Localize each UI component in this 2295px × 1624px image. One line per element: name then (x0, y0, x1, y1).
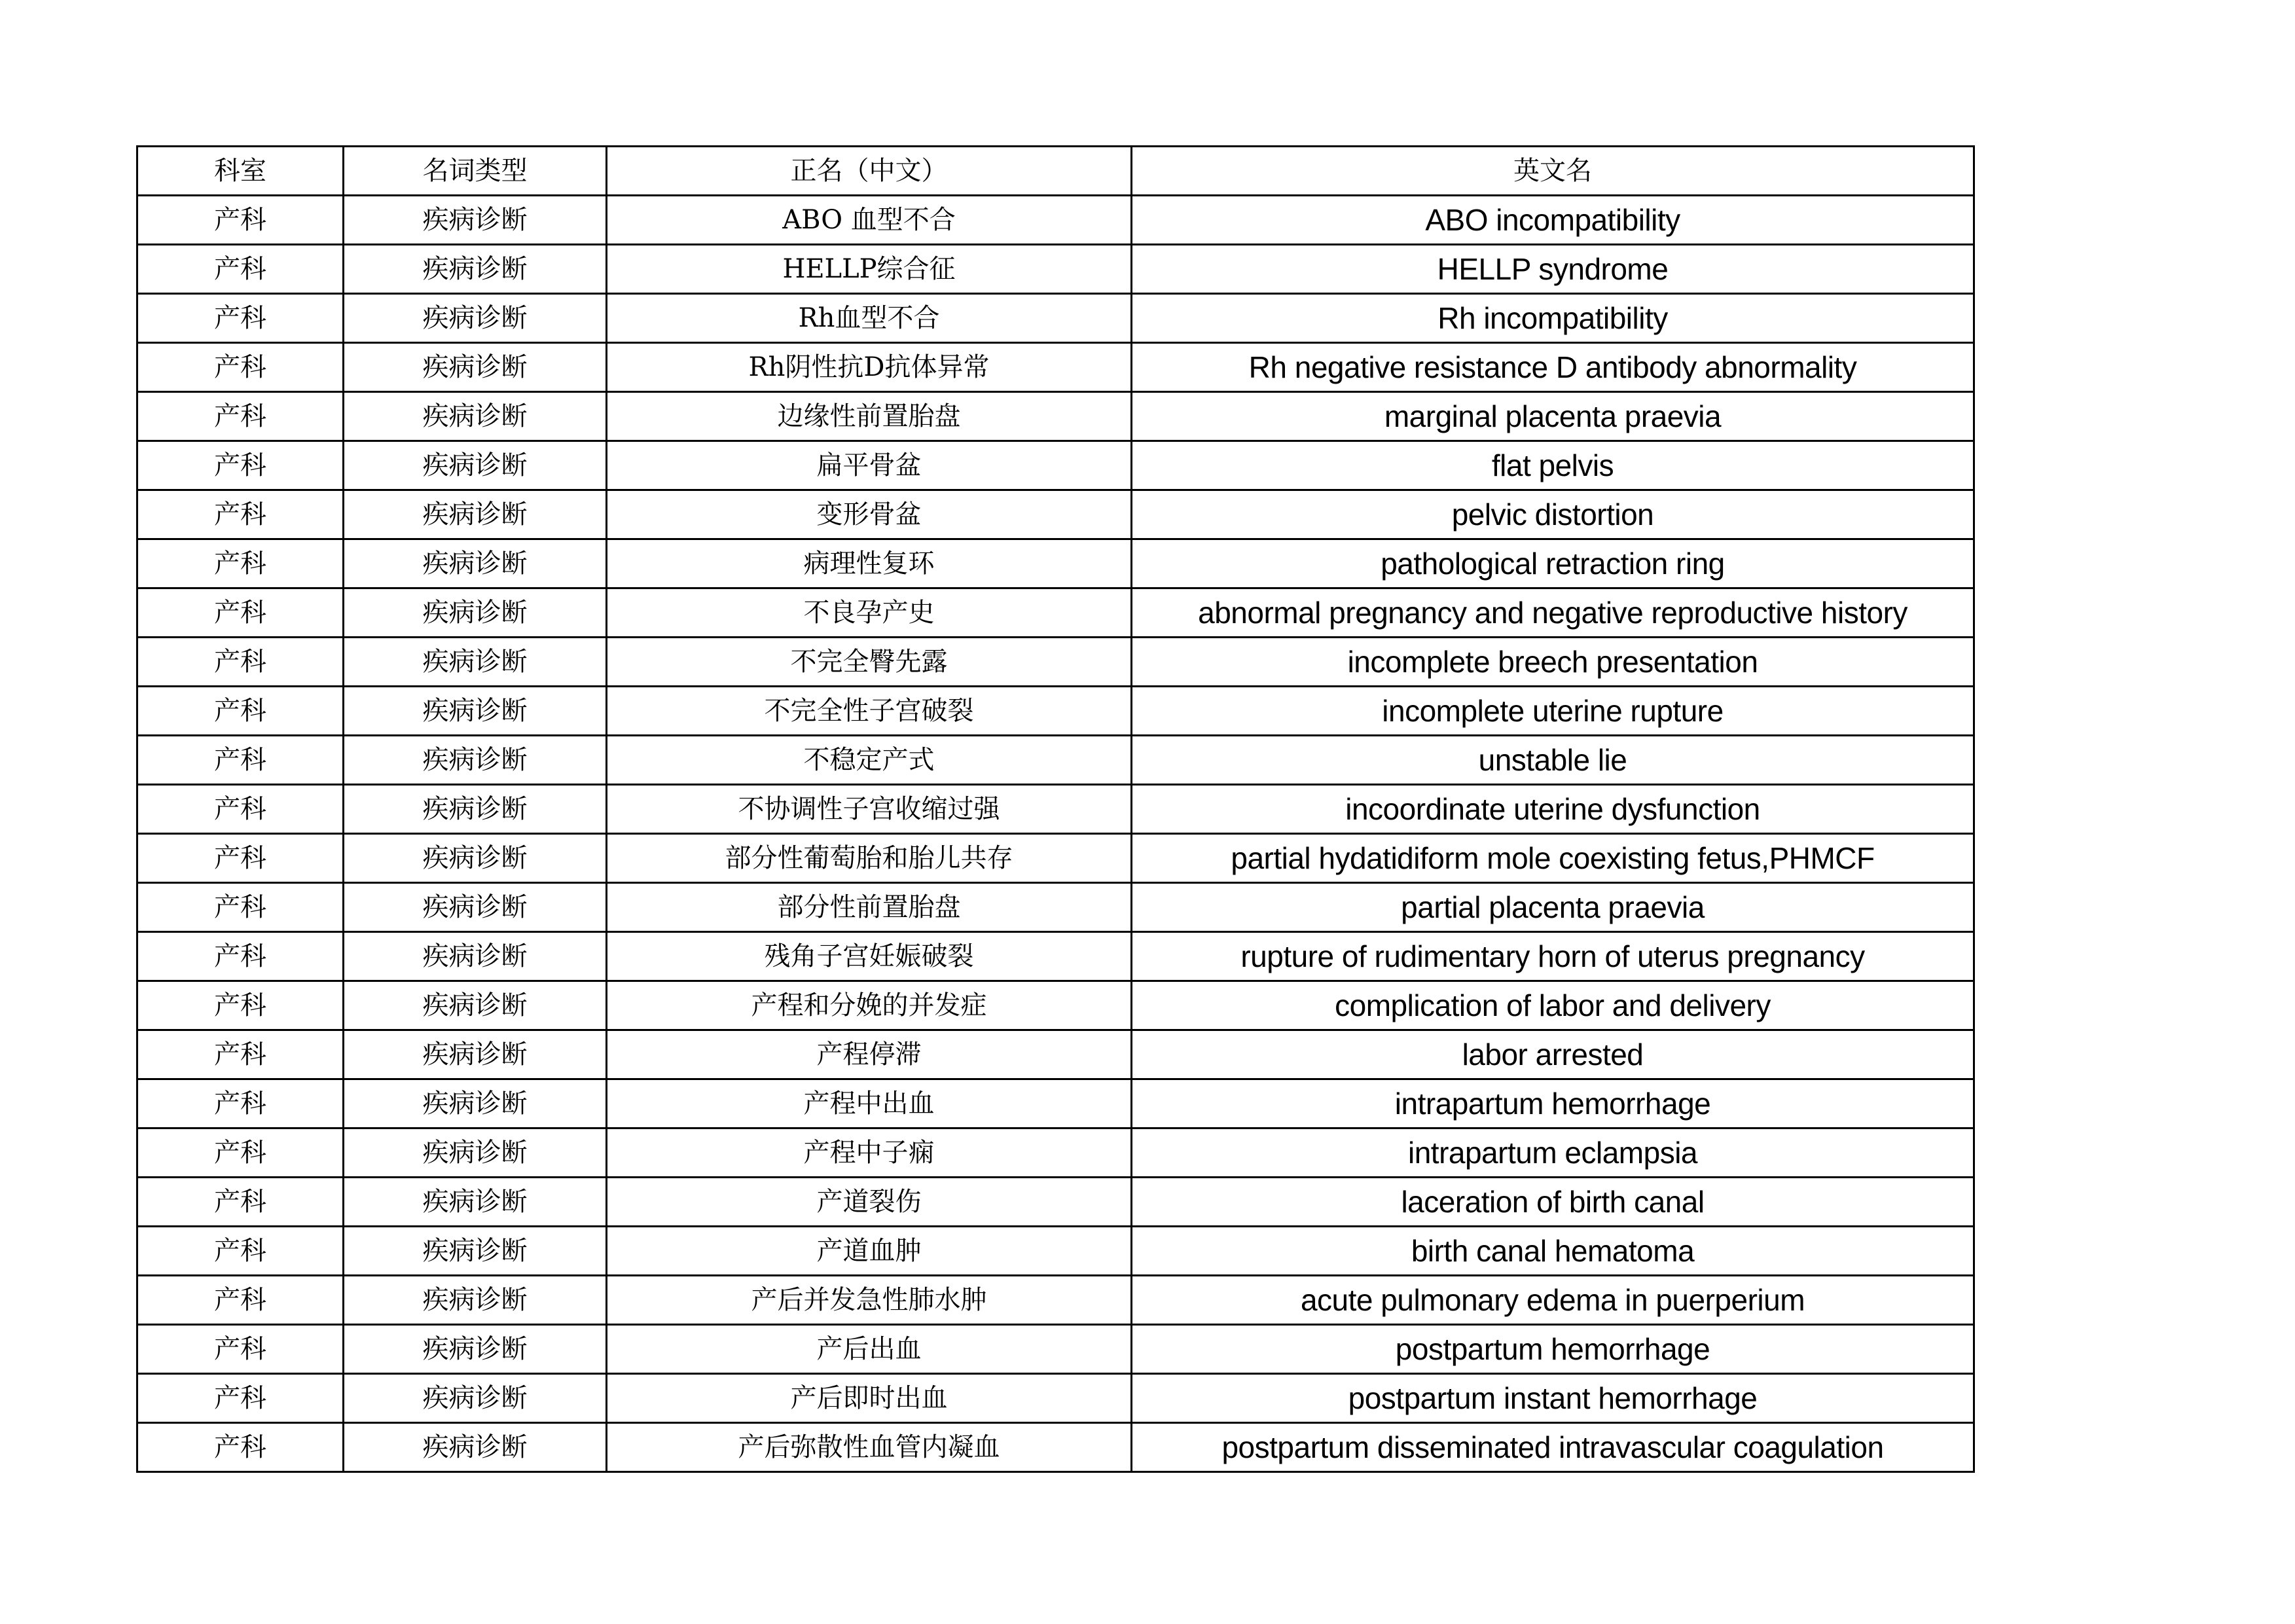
cell-english-name (1132, 1178, 1974, 1227)
cell-english-name-text: partial placenta praevia (1401, 890, 1705, 924)
cell-chinese-name: 不良孕产史 (607, 588, 1132, 638)
cell-term-type: 疾病诊断 (344, 638, 607, 687)
table-row (137, 196, 1974, 245)
cell-term-type: 疾病诊断 (344, 490, 607, 539)
cell-department: 产科 (137, 343, 344, 392)
column-header-chinese-name: 正名（中文） (607, 147, 1132, 196)
cell-department: 产科 (137, 1178, 344, 1227)
table-row (137, 1423, 1974, 1472)
cell-english-name-text: acute pulmonary edema in puerperium (1300, 1283, 1805, 1317)
table-row (137, 1030, 1974, 1079)
cell-english-name-text: postpartum disseminated intravascular coagulation (1221, 1430, 1884, 1464)
cell-chinese-name: 扁平骨盆 (607, 441, 1132, 490)
cell-chinese-name: Rh血型不合 (607, 294, 1132, 343)
table-row (137, 392, 1974, 441)
cell-chinese-name: 边缘性前置胎盘 (607, 392, 1132, 441)
cell-term-type: 疾病诊断 (344, 588, 607, 638)
cell-term-type: 疾病诊断 (344, 539, 607, 588)
cell-department: 产科 (137, 687, 344, 736)
cell-department: 产科 (137, 1128, 344, 1178)
cell-chinese-name: 产道血肿 (607, 1227, 1132, 1276)
table-row (137, 1128, 1974, 1178)
cell-english-name (1132, 490, 1974, 539)
cell-department: 产科 (137, 883, 344, 932)
cell-department: 产科 (137, 638, 344, 687)
cell-term-type: 疾病诊断 (344, 1276, 607, 1325)
cell-chinese-name: 产道裂伤 (607, 1178, 1132, 1227)
cell-english-name (1132, 981, 1974, 1030)
cell-department: 产科 (137, 588, 344, 638)
table-row (137, 785, 1974, 834)
cell-english-name (1132, 392, 1974, 441)
cell-term-type: 疾病诊断 (344, 834, 607, 883)
cell-term-type: 疾病诊断 (344, 687, 607, 736)
cell-chinese-name: 残角子宫妊娠破裂 (607, 932, 1132, 981)
cell-department: 产科 (137, 245, 344, 294)
cell-chinese-name: 不完全性子宫破裂 (607, 687, 1132, 736)
table-row (137, 588, 1974, 638)
cell-chinese-name: Rh阴性抗D抗体异常 (607, 343, 1132, 392)
table-body (137, 196, 1974, 1472)
cell-chinese-name: 不完全臀先露 (607, 638, 1132, 687)
cell-chinese-name: 产后即时出血 (607, 1374, 1132, 1423)
cell-chinese-name: 部分性葡萄胎和胎儿共存 (607, 834, 1132, 883)
cell-english-name (1132, 736, 1974, 785)
cell-english-name-text: intrapartum eclampsia (1407, 1136, 1698, 1170)
table-row (137, 932, 1974, 981)
cell-department: 产科 (137, 1227, 344, 1276)
table-row (137, 490, 1974, 539)
cell-chinese-name: 产程中子痫 (607, 1128, 1132, 1178)
cell-department: 产科 (137, 196, 344, 245)
cell-english-name (1132, 245, 1974, 294)
table-row (137, 441, 1974, 490)
cell-term-type: 疾病诊断 (344, 1178, 607, 1227)
cell-english-name-text: labor arrested (1462, 1038, 1644, 1072)
cell-chinese-name: 不协调性子宫收缩过强 (607, 785, 1132, 834)
cell-chinese-name: 产后并发急性肺水肿 (607, 1276, 1132, 1325)
cell-department: 产科 (137, 392, 344, 441)
cell-english-name-text: abnormal pregnancy and negative reproductive history (1198, 596, 1907, 630)
cell-department: 产科 (137, 294, 344, 343)
cell-english-name-text: Rh negative resistance D antibody abnormality (1248, 350, 1857, 384)
cell-term-type: 疾病诊断 (344, 1030, 607, 1079)
table-header (137, 147, 1974, 196)
cell-english-name (1132, 196, 1974, 245)
table-row (137, 245, 1974, 294)
cell-term-type: 疾病诊断 (344, 1079, 607, 1128)
cell-english-name (1132, 1128, 1974, 1178)
cell-english-name (1132, 1079, 1974, 1128)
cell-english-name-text: complication of labor and delivery (1335, 988, 1771, 1022)
cell-term-type: 疾病诊断 (344, 1423, 607, 1472)
cell-english-name (1132, 1227, 1974, 1276)
cell-english-name-text: HELLP syndrome (1437, 252, 1669, 286)
cell-english-name-text: partial hydatidiform mole coexisting fetus,PHMCF (1231, 841, 1875, 875)
cell-english-name (1132, 932, 1974, 981)
cell-term-type: 疾病诊断 (344, 785, 607, 834)
cell-term-type: 疾病诊断 (344, 883, 607, 932)
cell-chinese-name: 部分性前置胎盘 (607, 883, 1132, 932)
cell-english-name-text: pathological retraction ring (1381, 547, 1725, 581)
cell-department: 产科 (137, 490, 344, 539)
cell-term-type: 疾病诊断 (344, 196, 607, 245)
table-row (137, 834, 1974, 883)
medical-terminology-table (136, 145, 1975, 1473)
cell-english-name-text: postpartum instant hemorrhage (1348, 1381, 1758, 1415)
cell-english-name (1132, 1374, 1974, 1423)
column-header-term-type: 名词类型 (344, 147, 607, 196)
table-row (137, 1276, 1974, 1325)
cell-department: 产科 (137, 736, 344, 785)
cell-english-name (1132, 785, 1974, 834)
column-header-department: 科室 (137, 147, 344, 196)
cell-english-name-text: incomplete breech presentation (1347, 645, 1758, 679)
table-row (137, 1178, 1974, 1227)
cell-department: 产科 (137, 981, 344, 1030)
cell-english-name (1132, 1030, 1974, 1079)
cell-english-name-text: ABO incompatibility (1425, 203, 1680, 237)
column-header-english-name: 英文名 (1132, 147, 1974, 196)
cell-chinese-name: HELLP综合征 (607, 245, 1132, 294)
cell-term-type: 疾病诊断 (344, 1325, 607, 1374)
cell-chinese-name: 产后出血 (607, 1325, 1132, 1374)
cell-department: 产科 (137, 1374, 344, 1423)
cell-english-name-text: intrapartum hemorrhage (1394, 1087, 1711, 1121)
table-row (137, 294, 1974, 343)
cell-english-name-text: laceration of birth canal (1401, 1185, 1705, 1219)
cell-english-name (1132, 687, 1974, 736)
cell-department: 产科 (137, 1325, 344, 1374)
cell-chinese-name: 不稳定产式 (607, 736, 1132, 785)
table-row (137, 539, 1974, 588)
cell-department: 产科 (137, 1079, 344, 1128)
cell-chinese-name: ABO 血型不合 (607, 196, 1132, 245)
cell-department: 产科 (137, 785, 344, 834)
cell-english-name-text: postpartum hemorrhage (1395, 1332, 1710, 1366)
cell-department: 产科 (137, 1030, 344, 1079)
cell-chinese-name: 产后弥散性血管内凝血 (607, 1423, 1132, 1472)
cell-english-name (1132, 834, 1974, 883)
cell-english-name (1132, 343, 1974, 392)
cell-term-type: 疾病诊断 (344, 343, 607, 392)
cell-term-type: 疾病诊断 (344, 1128, 607, 1178)
table-row (137, 736, 1974, 785)
cell-english-name-text: flat pelvis (1491, 448, 1614, 482)
cell-term-type: 疾病诊断 (344, 441, 607, 490)
cell-english-name (1132, 1325, 1974, 1374)
cell-english-name (1132, 638, 1974, 687)
cell-english-name-text: incoordinate uterine dysfunction (1345, 792, 1760, 826)
cell-english-name (1132, 883, 1974, 932)
cell-english-name (1132, 441, 1974, 490)
table-row (137, 1079, 1974, 1128)
table-row (137, 343, 1974, 392)
cell-term-type: 疾病诊断 (344, 1227, 607, 1276)
cell-english-name (1132, 294, 1974, 343)
table-row (137, 883, 1974, 932)
cell-english-name (1132, 539, 1974, 588)
cell-term-type: 疾病诊断 (344, 932, 607, 981)
cell-english-name-text: Rh incompatibility (1437, 301, 1668, 335)
table-row (137, 687, 1974, 736)
cell-department: 产科 (137, 1423, 344, 1472)
cell-term-type: 疾病诊断 (344, 294, 607, 343)
cell-term-type: 疾病诊断 (344, 392, 607, 441)
cell-english-name-text: rupture of rudimentary horn of uterus pregnancy (1240, 939, 1865, 973)
table-row (137, 1374, 1974, 1423)
cell-department: 产科 (137, 1276, 344, 1325)
cell-department: 产科 (137, 441, 344, 490)
cell-english-name (1132, 1423, 1974, 1472)
cell-chinese-name: 产程中出血 (607, 1079, 1132, 1128)
cell-department: 产科 (137, 834, 344, 883)
cell-chinese-name: 病理性复环 (607, 539, 1132, 588)
cell-english-name-text: birth canal hematoma (1411, 1234, 1695, 1268)
cell-term-type: 疾病诊断 (344, 736, 607, 785)
table-row (137, 638, 1974, 687)
cell-department: 产科 (137, 932, 344, 981)
cell-english-name-text: unstable lie (1478, 743, 1627, 777)
cell-english-name-text: marginal placenta praevia (1384, 399, 1722, 433)
cell-english-name-text: pelvic distortion (1451, 497, 1654, 532)
table-row (137, 1325, 1974, 1374)
cell-term-type: 疾病诊断 (344, 245, 607, 294)
cell-chinese-name: 变形骨盆 (607, 490, 1132, 539)
cell-term-type: 疾病诊断 (344, 1374, 607, 1423)
cell-english-name (1132, 588, 1974, 638)
table-row (137, 981, 1974, 1030)
cell-english-name-text: incomplete uterine rupture (1382, 694, 1724, 728)
table-row (137, 1227, 1974, 1276)
cell-english-name (1132, 1276, 1974, 1325)
cell-term-type: 疾病诊断 (344, 981, 607, 1030)
cell-chinese-name: 产程停滞 (607, 1030, 1132, 1079)
header-row (137, 147, 1974, 196)
cell-chinese-name: 产程和分娩的并发症 (607, 981, 1132, 1030)
cell-department: 产科 (137, 539, 344, 588)
